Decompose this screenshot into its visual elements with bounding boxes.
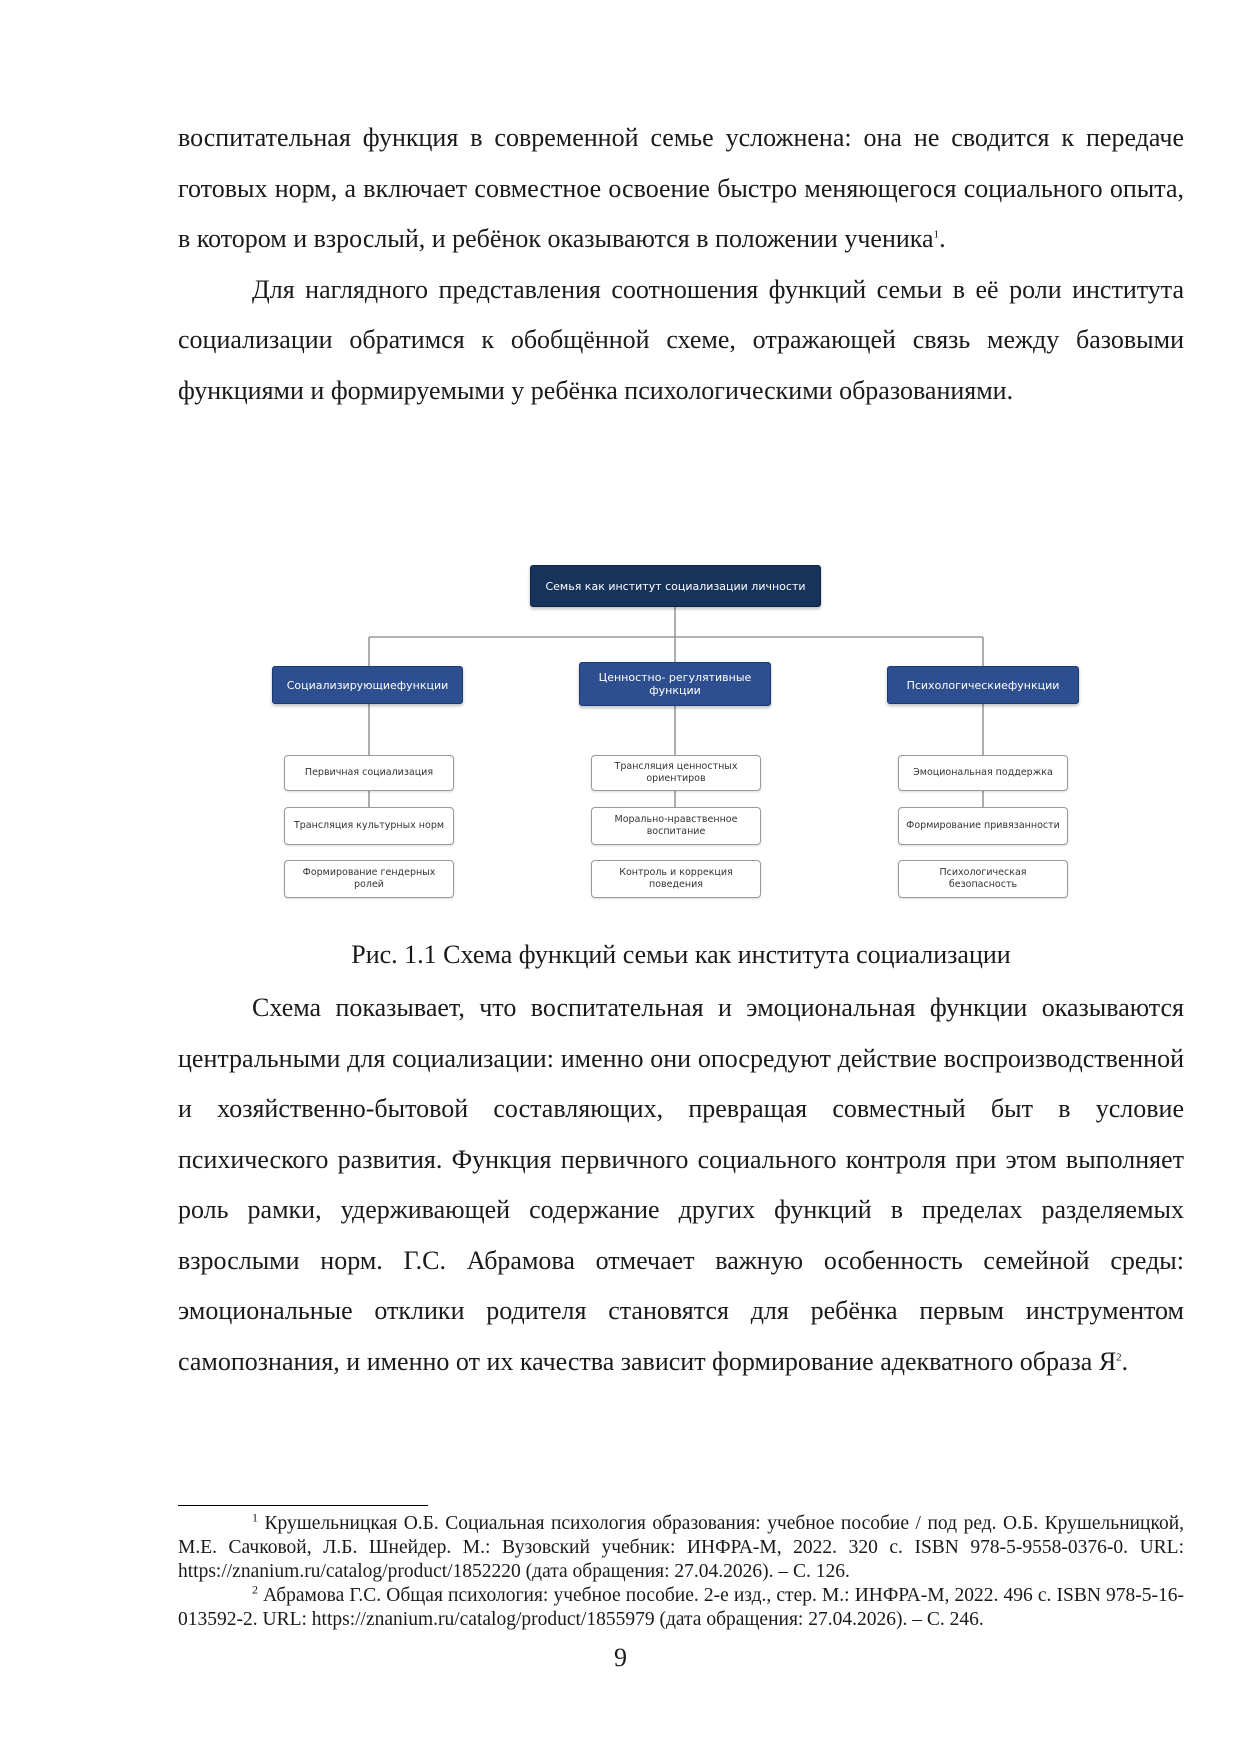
leaf-moral-education: Морально-нравственное воспитание (591, 807, 761, 845)
footnote-2 (178, 1584, 1184, 1632)
footnote-ref-1[interactable]: 1 (933, 228, 940, 241)
leaf-primary-socialization: Первичная социализация (284, 755, 454, 791)
leaf-psychological-safety: Психологическая безопасность (898, 860, 1068, 898)
body-text-top (178, 113, 1184, 416)
paragraph-3-text: Схема показывает, что воспитательная и эмоциональная функции оказываются центральными для социализации: именно они опосредуют действие воспроизводственной и хозяйственно-бытовой составляющих, превращая совместный быт в условие психического развития. Функция первичного социального контроля при этом выполняет роль рамки, удерживающей содержание других функций в пределах разделяемых взрослыми норм. Г.С. Абрамова отмечает важную особенность семейной среды: эмоциональные отклики родителя становятся для ребёнка первым инструментом самопознания, и именно от их качества зависит формирование адекватного образа Я (178, 993, 1184, 1376)
footnote-2-text: Абрамова Г.С. Общая психология: учебное пособие. 2-е изд., стер. М.: ИНФРА-М, 2022. 496 с. ISBN 978-5-16-013592-2. URL: https://znanium.ru/catalog/product/1855979 (дата обращения: 27.04.2026). – С. 246. (178, 1585, 1184, 1630)
diagram-root-node: Семья как институт социализации личности (530, 565, 821, 607)
branch-psychological-functions: Психологическиефункции (887, 666, 1079, 704)
footnote-2-number: 2 (252, 1582, 258, 1597)
leaf-gender-roles: Формирование гендерных ролей (284, 860, 454, 898)
paragraph-1-text: воспитательная функция в современной семье усложнена: она не сводится к передаче готовых норм, а включает совместное освоение быстро меняющегося социального опыта, в котором и взрослый, и ребёнок оказываются в положении ученика (178, 123, 1184, 253)
family-functions-diagram (260, 565, 1110, 910)
body-text-bottom (178, 983, 1184, 1387)
paragraph-2: Для наглядного представления соотношения функций семьи в её роли института социализации обратимся к обобщённой схеме, отражающей связь между базовыми функциями и формируемыми у ребёнка психологическими образованиями. (178, 274, 1184, 405)
paragraph-3-end: . (1121, 1346, 1129, 1376)
footnote-1-number: 1 (252, 1510, 258, 1525)
page-number: 9 (614, 1643, 627, 1672)
paragraph-3 (178, 983, 1184, 1387)
footnote-1 (178, 1512, 1184, 1584)
footnote-ref-2[interactable]: 2 (1116, 1350, 1122, 1363)
leaf-cultural-norms: Трансляция культурных норм (284, 807, 454, 845)
branch-socializing-functions: Социализирующиефункции (272, 666, 463, 704)
leaf-emotional-support: Эмоциональная поддержка (898, 755, 1068, 791)
footnote-1-text: Крушельницкая О.Б. Социальная психология образования: учебное пособие / под ред. О.Б. Крушельницкой, М.Е. Сачковой, Л.Б. Шнейдер. М.: Вузовский учебник: ИНФРА-М, 2022. 320 с. ISBN 978-5-9558-0376-0. URL: https://znanium.ru/catalog/product/1852220 (дата обращения: 27.04.2026). – С. 126. (178, 1513, 1185, 1582)
footnotes (178, 1512, 1184, 1632)
leaf-value-orientations: Трансляция ценностных ориентиров (591, 755, 761, 791)
figure-caption: Рис. 1.1 Схема функций семьи как института социализации (351, 940, 1011, 969)
paragraph-1-end: . (939, 224, 946, 253)
footnote-separator (178, 1505, 428, 1506)
diagram-connectors (260, 565, 1110, 910)
paragraph-1 (178, 113, 1184, 265)
leaf-attachment-formation: Формирование привязанности (898, 807, 1068, 845)
branch-value-regulative-functions: Ценностно- регулятивные функции (579, 662, 771, 706)
leaf-behavior-control: Контроль и коррекция поведения (591, 860, 761, 898)
